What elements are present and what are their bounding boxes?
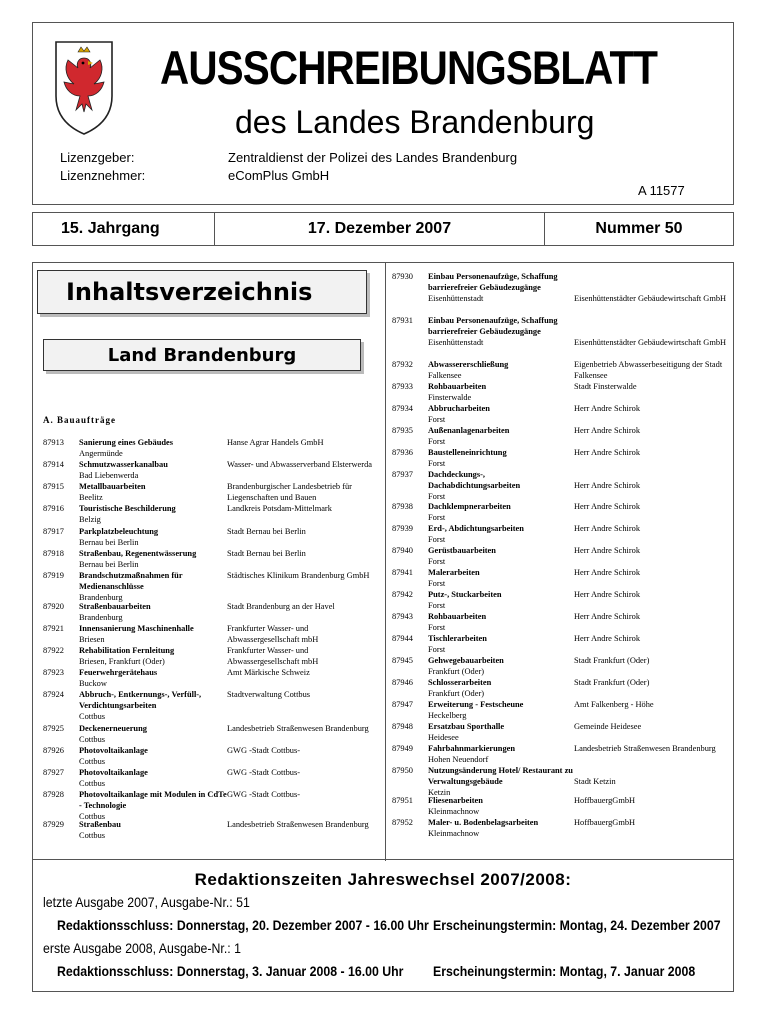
region-heading: Land Brandenburg	[43, 339, 361, 371]
entry-number: 87919	[43, 571, 64, 580]
entry-title: Sanierung eines Gebäudes	[79, 438, 174, 447]
entry-authority: Städtisches Klinikum Brandenburg GmbH	[227, 571, 370, 580]
entry-title: Rohbauarbeiten	[428, 612, 487, 621]
entry-location: Eisenhüttenstadt	[428, 338, 484, 347]
entry-number: 87928	[43, 790, 64, 799]
entry-location: Forst	[428, 579, 446, 588]
entry-description	[79, 601, 227, 623]
entry-number: 87951	[392, 796, 413, 805]
entry-title: Abwassererschließung	[428, 360, 509, 369]
entry-location: Belzig	[79, 515, 101, 524]
entry-description	[79, 689, 227, 722]
entry-location: Finsterwalde	[428, 393, 472, 402]
entry-number: 87948	[392, 722, 413, 731]
entry-title: Dachdeckungs-, Dachabdichtungsarbeiten	[428, 470, 521, 490]
entry-location: Forst	[428, 557, 446, 566]
entry-number: 87935	[392, 426, 413, 435]
entry-description	[79, 570, 227, 603]
entry-title: Einbau Personenaufzüge, Schaffung barrierefreier Gebäudezugänge	[428, 272, 558, 292]
entry-title: Feuerwehrgerätehaus	[79, 668, 158, 677]
entry-authority: Stadt Frankfurt (Oder)	[574, 678, 650, 687]
entry-location: Beelitz	[79, 493, 103, 502]
entry-description	[79, 437, 227, 459]
entry-description	[428, 403, 574, 425]
entry-number: 87931	[392, 316, 413, 325]
entry-location: Bad Liebenwerda	[79, 471, 139, 480]
entry-authority: Eigenbetrieb Abwasserbeseitigung der Stadt Falkensee	[574, 360, 723, 380]
entry-title: Abbrucharbeiten	[428, 404, 490, 413]
entry-number: 87938	[392, 502, 413, 511]
entry-authority: Stadt Bernau bei Berlin	[227, 549, 306, 558]
entry-authority: Stadtverwaltung Cottbus	[227, 690, 311, 699]
entry-location: Frankfurt (Oder)	[428, 689, 485, 698]
entry-description	[79, 503, 227, 525]
entry-authority: Landesbetrieb Straßenwesen Brandenburg	[227, 820, 369, 829]
entry-authority: Frankfurter Wasser- und Abwassergesellschaft mbH	[227, 646, 319, 666]
entry-authority: Landkreis Potsdam-Mittelmark	[227, 504, 332, 513]
entry-number: 87924	[43, 690, 64, 699]
entry-authority: Herr Andre Schirok	[574, 481, 641, 490]
entry-description	[428, 381, 574, 403]
entry-authority: Stadt Bernau bei Berlin	[227, 527, 306, 536]
entry-authority: HoffbauergGmbH	[574, 818, 636, 827]
entry-authority: Herr Andre Schirok	[574, 590, 641, 599]
entry-number: 87925	[43, 724, 64, 733]
entry-number: 87914	[43, 460, 64, 469]
entry-location: Kleinmachnow	[428, 807, 480, 816]
entry-title: Rohbauarbeiten	[428, 382, 487, 391]
entry-location: Hohen Neuendorf	[428, 755, 489, 764]
notice-title: Redaktionszeiten Jahreswechsel 2007/2008:	[194, 870, 572, 889]
entry-authority: GWG -Stadt Cottbus-	[227, 746, 301, 755]
volume-year: 15. Jahrgang	[33, 213, 215, 245]
entry-title: Gehwegebauarbeiten	[428, 656, 504, 665]
entry-description	[79, 623, 227, 645]
entry-title: Maler- u. Bodenbelagsarbeiten	[428, 818, 539, 827]
entry-description	[79, 767, 227, 789]
entry-location: Forst	[428, 535, 446, 544]
entry-authority: Gemeinde Heidesee	[574, 722, 642, 731]
entry-description	[428, 315, 574, 348]
entry-authority: Herr Andre Schirok	[574, 404, 641, 413]
entry-location: Cottbus	[79, 712, 106, 721]
entry-number: 87934	[392, 404, 413, 413]
entry-authority: Herr Andre Schirok	[574, 612, 641, 621]
entry-number: 87949	[392, 744, 413, 753]
entry-location: Brandenburg	[79, 613, 123, 622]
entry-description	[428, 633, 574, 655]
entry-title: Putz-, Stuckarbeiten	[428, 590, 502, 599]
entry-number: 87950	[392, 766, 413, 775]
entry-authority: Herr Andre Schirok	[574, 634, 641, 643]
entry-number: 87939	[392, 524, 413, 533]
entry-number: 87943	[392, 612, 413, 621]
licensor-label: Lizenzgeber:	[60, 150, 135, 165]
entry-number: 87940	[392, 546, 413, 555]
entry-description	[428, 425, 574, 447]
entry-authority: Stadt Ketzin	[574, 777, 616, 786]
entry-title: Tischlerarbeiten	[428, 634, 487, 643]
entry-location: Briesen	[79, 635, 105, 644]
entry-description	[428, 469, 574, 502]
entry-authority: Amt Falkenberg - Höhe	[574, 700, 654, 709]
column-divider	[385, 263, 386, 861]
entry-authority: Herr Andre Schirok	[574, 524, 641, 533]
entry-description	[79, 745, 227, 767]
entry-location: Eisenhüttenstadt	[428, 294, 484, 303]
entry-description	[79, 459, 227, 481]
entry-title: Außenanlagenarbeiten	[428, 426, 510, 435]
entry-number: 87917	[43, 527, 64, 536]
entry-authority: Stadt Finsterwalde	[574, 382, 637, 391]
entry-number: 87932	[392, 360, 413, 369]
entry-number: 87930	[392, 272, 413, 281]
entry-description	[428, 501, 574, 523]
entry-description	[79, 723, 227, 745]
entry-description	[428, 523, 574, 545]
entry-number: 87927	[43, 768, 64, 777]
issue-info-bar	[32, 212, 734, 246]
issue-number: Nummer 50	[595, 220, 683, 237]
notice-line-1: letzte Ausgabe 2007, Ausgabe-Nr.: 51	[43, 894, 250, 910]
entry-title: Schmutzwasserkanalbau	[79, 460, 168, 469]
entry-title: Rehabilitation Fernleitung	[79, 646, 175, 655]
table-of-contents	[32, 262, 734, 860]
entry-location: Cottbus	[79, 757, 106, 766]
entry-description	[79, 819, 227, 841]
entry-number: 87941	[392, 568, 413, 577]
entry-number: 87937	[392, 470, 413, 479]
entry-location: Ketzin	[428, 788, 451, 797]
entry-number: 87922	[43, 646, 64, 655]
issue-date: 17. Dezember 2007	[215, 213, 545, 245]
entry-description	[428, 567, 574, 589]
entry-authority: Landesbetrieb Straßenwesen Brandenburg	[227, 724, 369, 733]
entry-authority: Wasser- und Abwasserverband Elsterwerda	[227, 460, 372, 469]
entry-location: Heidesee	[428, 733, 459, 742]
entry-title: Brandschutzmaßnahmen für Medienanschlüsse	[79, 571, 183, 591]
entry-title: Erweiterung - Festscheune	[428, 700, 524, 709]
entry-title: Dachklempnerarbeiten	[428, 502, 511, 511]
entry-location: Cottbus	[79, 812, 106, 821]
entry-authority: Eisenhüttenstädter Gebäudewirtschaft GmbH	[574, 338, 727, 347]
release-date-1: Erscheinungstermin: Montag, 24. Dezember 2007	[433, 917, 721, 933]
entry-authority: Herr Andre Schirok	[574, 568, 641, 577]
entry-title: Einbau Personenaufzüge, Schaffung barrierefreier Gebäudezugänge	[428, 316, 558, 336]
entry-authority: Herr Andre Schirok	[574, 448, 641, 457]
entry-location: Forst	[428, 437, 446, 446]
entry-location: Angermünde	[79, 449, 123, 458]
entry-number: 87920	[43, 602, 64, 611]
entry-description	[79, 481, 227, 503]
entry-title: Ersatzbau Sporthalle	[428, 722, 505, 731]
entry-authority: Eisenhüttenstädter Gebäudewirtschaft GmbH	[574, 294, 727, 303]
entry-title: Straßenbau	[79, 820, 121, 829]
entry-description	[428, 743, 574, 765]
entry-location: Bernau bei Berlin	[79, 560, 139, 569]
entry-number: 87933	[392, 382, 413, 391]
entry-number: 87936	[392, 448, 413, 457]
entry-authority: HoffbauergGmbH	[574, 796, 636, 805]
entry-authority: Herr Andre Schirok	[574, 426, 641, 435]
entry-title: Photovoltaikanlage mit Modulen in CdTe - Technologie	[79, 790, 227, 810]
entry-authority: GWG -Stadt Cottbus-	[227, 790, 301, 799]
entry-number: 87926	[43, 746, 64, 755]
entry-location: Heckelberg	[428, 711, 467, 720]
entry-title: Fahrbahnmarkierungen	[428, 744, 516, 753]
entry-title: Malerarbeiten	[428, 568, 480, 577]
entry-description	[79, 789, 227, 822]
entry-title: Nutzungsänderung Hotel/ Restaurant zu Verwaltungsgebäude	[428, 766, 573, 786]
entry-authority: Brandenburgischer Landesbetrieb für Liegenschaften und Bauen	[227, 482, 352, 502]
entry-number: 87942	[392, 590, 413, 599]
entry-title: Photovoltaikanlage	[79, 746, 148, 755]
entry-location: Cottbus	[79, 779, 106, 788]
entry-authority: Stadt Frankfurt (Oder)	[574, 656, 650, 665]
entry-description	[428, 611, 574, 633]
deadline-1: Redaktionsschluss: Donnerstag, 20. Dezember 2007 - 16.00 Uhr	[57, 917, 429, 933]
entry-description	[428, 545, 574, 567]
entry-location: Forst	[428, 513, 446, 522]
entry-number: 87929	[43, 820, 64, 829]
entry-description	[428, 795, 574, 817]
entry-description	[428, 589, 574, 611]
entry-number: 87918	[43, 549, 64, 558]
entry-number: 87921	[43, 624, 64, 633]
entry-title: Straßenbauarbeiten	[79, 602, 151, 611]
entry-location: Brandenburg	[79, 593, 123, 602]
licensee-label: Lizenznehmer:	[60, 168, 146, 183]
entry-authority: GWG -Stadt Cottbus-	[227, 768, 301, 777]
entry-number: 87923	[43, 668, 64, 677]
entry-description	[428, 677, 574, 699]
entry-title: Straßenbau, Regenentwässerung	[79, 549, 197, 558]
entry-number: 87947	[392, 700, 413, 709]
entry-number: 87945	[392, 656, 413, 665]
entry-number: 87913	[43, 438, 64, 447]
entry-description	[79, 667, 227, 689]
entry-number: 87944	[392, 634, 413, 643]
entry-location: Bernau bei Berlin	[79, 538, 139, 547]
entry-location: Forst	[428, 459, 446, 468]
entry-authority: Herr Andre Schirok	[574, 502, 641, 511]
publication-subtitle: des Landes Brandenburg	[235, 104, 595, 140]
brandenburg-eagle-icon	[52, 38, 116, 136]
entry-title: Deckenerneuerung	[79, 724, 147, 733]
toc-title: Inhaltsverzeichnis	[37, 270, 367, 314]
entry-title: Touristische Beschilderung	[79, 504, 176, 513]
entry-number: 87915	[43, 482, 64, 491]
entry-authority: Amt Märkische Schweiz	[227, 668, 310, 677]
entry-description	[428, 721, 574, 743]
entry-location: Forst	[428, 645, 446, 654]
section-heading: A. Bauaufträge	[43, 415, 116, 425]
entry-title: Metallbauarbeiten	[79, 482, 146, 491]
entry-description	[428, 765, 574, 798]
entry-description	[79, 645, 227, 667]
entry-authority: Herr Andre Schirok	[574, 546, 641, 555]
entry-location: Buckow	[79, 679, 107, 688]
entry-location: Cottbus	[79, 831, 106, 840]
entry-title: Gerüstbauarbeiten	[428, 546, 496, 555]
notice-line-2: erste Ausgabe 2008, Ausgabe-Nr.: 1	[43, 940, 241, 956]
entry-description	[428, 817, 574, 839]
entry-location: Forst	[428, 492, 446, 501]
entry-location: Forst	[428, 601, 446, 610]
entry-description	[428, 271, 574, 304]
entry-location: Kleinmachnow	[428, 829, 480, 838]
entry-location: Forst	[428, 623, 446, 632]
entry-description	[79, 548, 227, 570]
entry-location: Frankfurt (Oder)	[428, 667, 485, 676]
entry-title: Innensanierung Maschinenhalle	[79, 624, 194, 633]
entry-description	[428, 655, 574, 677]
entry-authority: Frankfurter Wasser- und Abwassergesellschaft mbH	[227, 624, 319, 644]
release-date-2: Erscheinungstermin: Montag, 7. Januar 2008	[433, 963, 696, 979]
entry-authority: Landesbetrieb Straßenwesen Brandenburg	[574, 744, 716, 753]
entry-number: 87946	[392, 678, 413, 687]
licensee-value: eComPlus GmbH	[228, 168, 330, 183]
licensor-value: Zentraldienst der Polizei des Landes Brandenburg	[228, 150, 518, 165]
entry-title: Abbruch-, Entkernungs-, Verfüll-, Verdichtungsarbeiten	[79, 690, 202, 710]
entry-number: 87916	[43, 504, 64, 513]
entry-location: Falkensee	[428, 371, 462, 380]
entry-description	[428, 359, 574, 381]
editorial-notice	[32, 860, 734, 992]
entry-description	[428, 699, 574, 721]
entry-number: 87952	[392, 818, 413, 827]
deadline-2: Redaktionsschluss: Donnerstag, 3. Januar 2008 - 16.00 Uhr	[57, 963, 404, 979]
entry-title: Erd-, Abdichtungsarbeiten	[428, 524, 524, 533]
reference-number: A 11577	[638, 183, 685, 198]
entry-location: Forst	[428, 415, 446, 424]
entry-title: Parkplatzbeleuchtung	[79, 527, 159, 536]
entry-title: Schlosserarbeiten	[428, 678, 492, 687]
entry-title: Photovoltaikanlage	[79, 768, 148, 777]
entry-description	[79, 526, 227, 548]
entry-location: Briesen, Frankfurt (Oder)	[79, 657, 165, 666]
entry-authority: Hanse Agrar Handels GmbH	[227, 438, 324, 447]
entry-authority: Stadt Brandenburg an der Havel	[227, 602, 335, 611]
entry-title: Fliesenarbeiten	[428, 796, 483, 805]
entry-title: Baustelleneinrichtung	[428, 448, 507, 457]
entry-location: Cottbus	[79, 735, 106, 744]
entry-description	[428, 447, 574, 469]
publication-title: AUSSCHREIBUNGSBLATT	[160, 41, 658, 94]
